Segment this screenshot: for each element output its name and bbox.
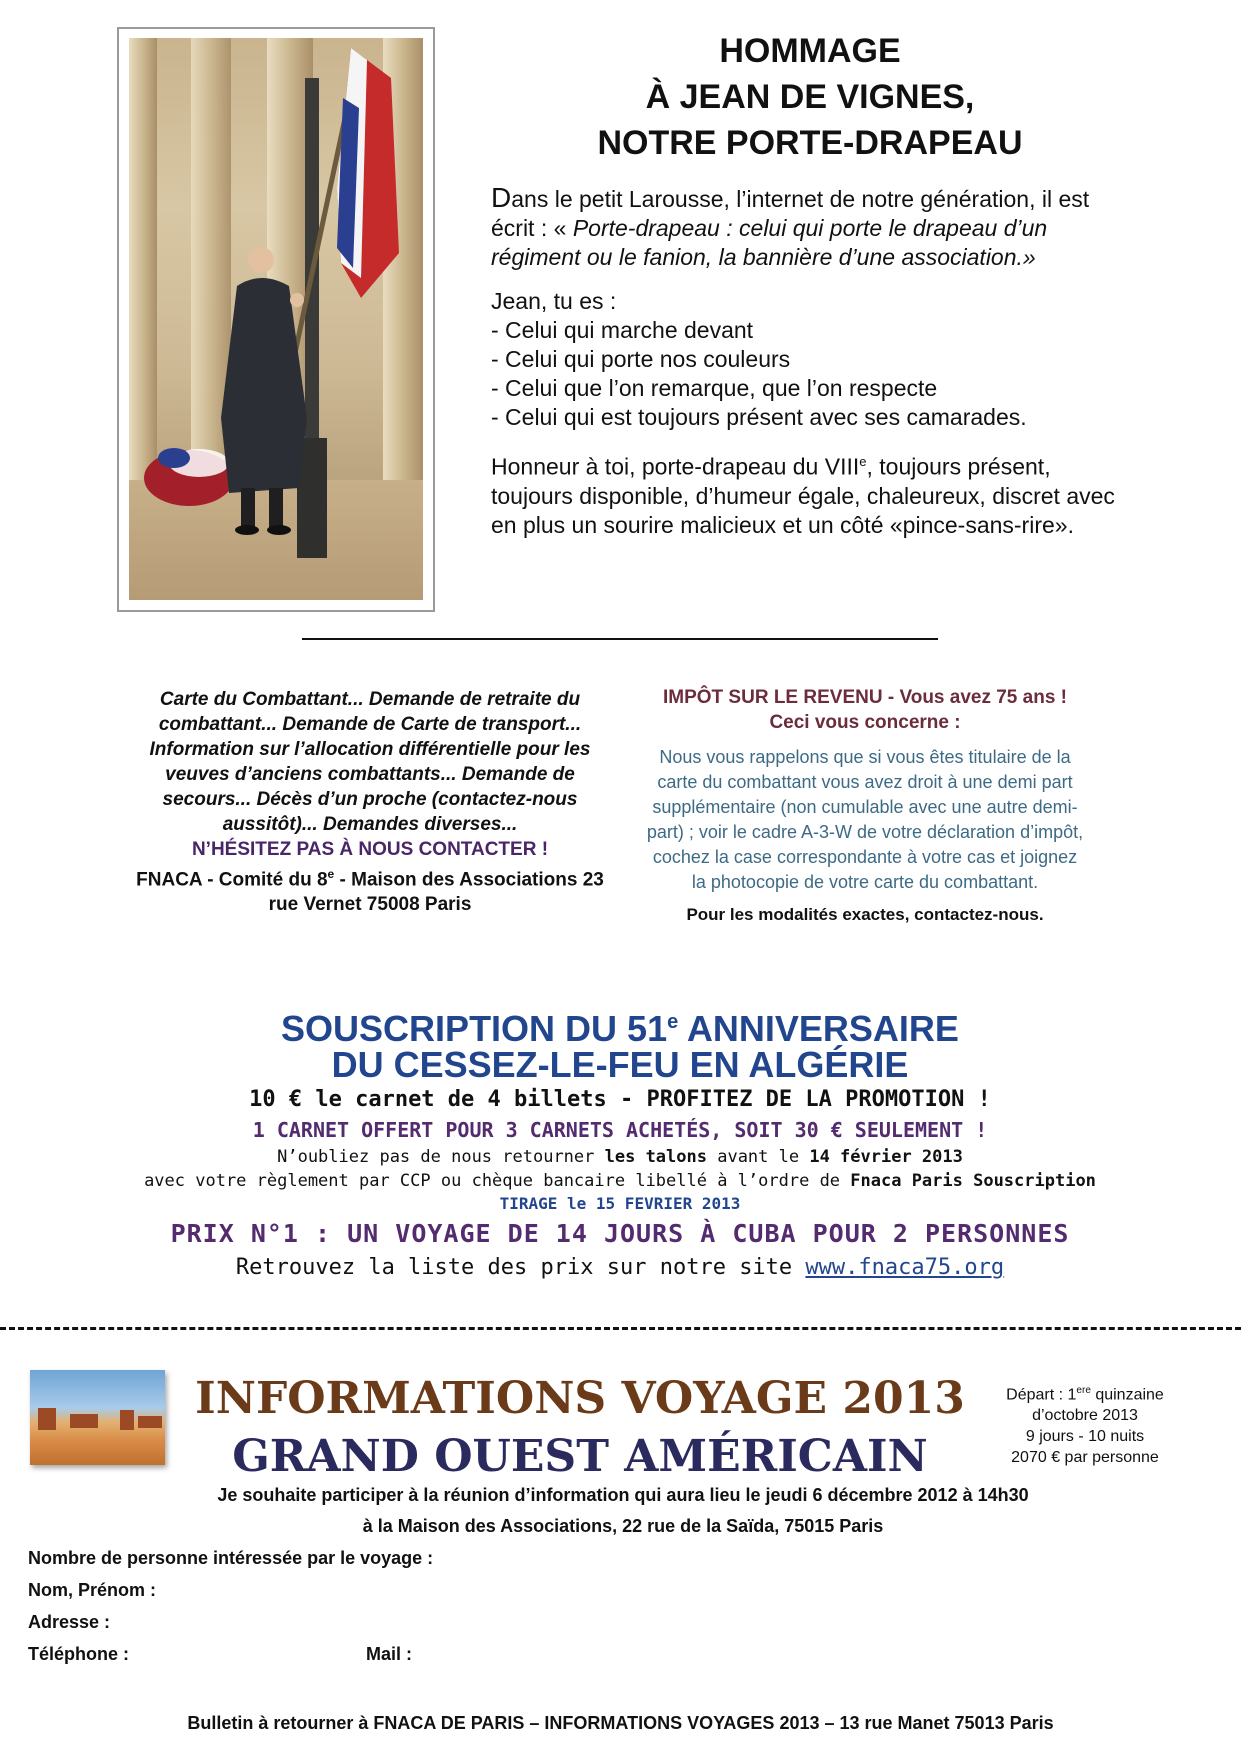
contact-cta: N’HÉSITEZ PAS À NOUS CONTACTER ! [191, 839, 549, 860]
hommage-paragraph-list [491, 287, 1131, 432]
list-item: - Celui qui marche devant [491, 317, 754, 343]
hommage-paragraph-definition [491, 183, 1131, 272]
souscription-offer: 1 CARNET OFFERT POUR 3 CARNETS ACHETÉS, SOIT 30 € SEULEMENT ! [252, 1118, 988, 1142]
address-end: - Maison des Associations 23 rue Vernet 75008 Paris [268, 869, 604, 916]
services-block [120, 687, 620, 917]
souscription-block [100, 1004, 1140, 1283]
hommage-body [491, 183, 1131, 555]
hommage-title [520, 28, 1100, 166]
departure-line3: 9 jours - 10 nuits [1025, 1428, 1145, 1446]
honneur-text: Honneur à toi, porte-drapeau du VIII [491, 453, 860, 480]
voyage-title [185, 1370, 975, 1486]
superscript: e [327, 867, 335, 881]
address-start: FNACA - Comité du 8 [136, 869, 328, 891]
souscription-first-prize: PRIX N°1 : UN VOYAGE DE 14 JOURS À CUBA POUR 2 PERSONNES [170, 1219, 1070, 1248]
text: quinzaine [1090, 1386, 1164, 1404]
souscription-price: 10 € le carnet de 4 billets - PROFITEZ DE LA PROMOTION ! [249, 1087, 991, 1112]
text: N’oubliez pas de nous retourner [277, 1147, 605, 1167]
meeting-line2: à la Maison des Associations, 22 rue de la Saïda, 75015 Paris [362, 1516, 884, 1536]
text: avant le [706, 1147, 810, 1167]
portrait-photo-frame [117, 27, 435, 612]
superscript: e [667, 1011, 679, 1033]
list-item: - Celui que l’on remarque, que l’on respecte [491, 375, 938, 401]
definition-intro: ans le petit Larousse, l’internet de notre génération, il est écrit : « [491, 186, 1090, 241]
payee-name: Fnaca Paris Souscription [850, 1171, 1096, 1191]
list-item: - Celui qui est toujours présent avec ses camarades. [491, 404, 1027, 430]
honneur-text-end: , toujours présent, toujours disponible, d’humeur égale, chaleureux, discret avec en plus un sourire malicieux et un côté «pince-sans-rire». [491, 453, 1115, 538]
field-people-label: Nombre de personne intéressée par le voyage : [28, 1548, 434, 1568]
impot-title: IMPÔT SUR LE REVENU - Vous avez 75 ans ! Ceci vous concerne : [662, 687, 1068, 733]
text: Départ : 1 [1006, 1386, 1077, 1404]
text: avec votre règlement par CCP ou chèque bancaire libellé à l’ordre de [144, 1171, 851, 1191]
souscription-prize-list [100, 1253, 1140, 1283]
title-start: SOUSCRIPTION DU 51 [281, 1008, 668, 1049]
impot-block [645, 685, 1085, 927]
hommage-paragraph-honneur [491, 447, 1131, 540]
voyage-title-line1: INFORMATIONS VOYAGE 2013 [195, 1373, 965, 1424]
hommage-title-line2: À JEAN DE VIGNES, [645, 78, 975, 116]
flag-bearer-illustration [129, 38, 423, 600]
committee-address [120, 862, 620, 917]
field-address-label: Adresse : [28, 1612, 111, 1632]
text: Retrouvez la liste des prix sur notre site [235, 1255, 806, 1280]
souscription-draw-date: TIRAGE le 15 FEVRIER 2013 [499, 1194, 741, 1213]
dropcap: D [491, 182, 512, 213]
departure-line4: 2070 € par personne [1011, 1449, 1159, 1467]
superscript: ere [1076, 1385, 1091, 1396]
departure-line1 [985, 1380, 1185, 1405]
superscript: e [859, 454, 867, 469]
hommage-title-line1: HOMMAGE [719, 32, 901, 70]
meeting-line1: Je souhaite participer à la réunion d’information qui aura lieu le jeudi 6 décembre 2012 à 14h30 [217, 1485, 1029, 1505]
website-link[interactable]: www.fnaca75.org [805, 1255, 1005, 1280]
text-bold: les talons [604, 1147, 707, 1167]
cut-line [0, 1327, 1241, 1330]
flag-bearer-photo [129, 38, 423, 600]
list-item: - Celui qui porte nos couleurs [491, 346, 791, 372]
voyage-form [28, 1480, 1218, 1664]
impot-body: Nous vous rappelons que si vous êtes titulaire de la carte du combattant vous avez droit à une demi part supplémentaire (non cumulable avec une autre demi-part) ; voir le cadre A-3-W de votre déclaration d’impôt, cochez la case correspondante à votre cas et joignez la photocopie de votre carte du combattant. [646, 747, 1084, 892]
souscription-title-line1 [100, 1004, 1140, 1047]
field-mail-label: Mail : [366, 1644, 413, 1664]
souscription-return [100, 1145, 1140, 1169]
services-list: Carte du Combattant... Demande de retraite du combattant... Demande de Carte de transport... Information sur l’allocation différentielle pour les veuves d’anciens combattants... Demande de secours... Décès d’un proche (contactez-nous aussitôt)... Demandes diverses... [149, 689, 591, 835]
departure-info [985, 1380, 1185, 1468]
desert-landscape-image [30, 1370, 165, 1465]
field-phone-label: Téléphone : [28, 1644, 130, 1664]
bulletin-return-address: Bulletin à retourner à FNACA DE PARIS – INFORMATIONS VOYAGES 2013 – 13 rue Manet 75013 Paris [187, 1713, 1054, 1733]
definition-quote: Porte-drapeau : celui qui porte le drapeau d’un régiment ou le fanion, la bannière d’une association.» [491, 215, 1048, 270]
souscription-title-line2: DU CESSEZ-LE-FEU EN ALGÉRIE [331, 1044, 909, 1085]
section-divider [302, 638, 938, 640]
departure-line2: d’octobre 2013 [1032, 1407, 1138, 1425]
deadline-date: 14 février 2013 [809, 1147, 963, 1167]
impot-footer: Pour les modalités exactes, contactez-nous. [686, 905, 1044, 924]
field-name-label: Nom, Prénom : [28, 1580, 157, 1600]
voyage-title-line2: GRAND OUEST AMÉRICAIN [232, 1431, 928, 1482]
title-end: ANNIVERSAIRE [678, 1008, 959, 1049]
souscription-payment [100, 1169, 1140, 1193]
list-intro: Jean, tu es : [491, 288, 617, 314]
hommage-title-line3: NOTRE PORTE-DRAPEAU [597, 124, 1023, 162]
